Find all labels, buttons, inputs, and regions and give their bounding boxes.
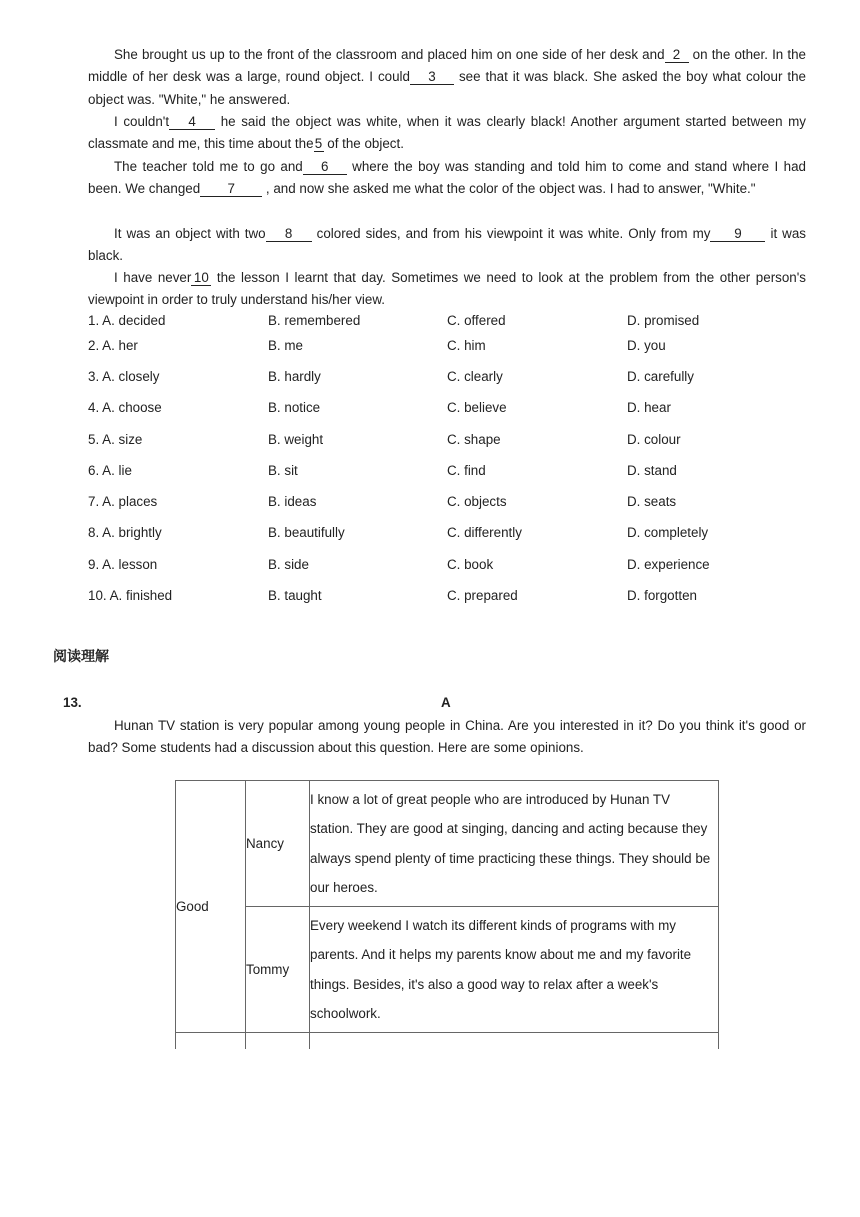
option-c: C. clearly [447, 369, 503, 384]
option-a: 6. A. lie [88, 463, 132, 478]
option-d: D. you [627, 338, 666, 353]
section-title: 阅读理解 [53, 648, 109, 664]
paragraph-text: She brought us up to the front of the classroom and placed him on one side of her desk and [114, 47, 665, 62]
option-b: B. sit [268, 463, 298, 478]
option-c: C. him [447, 338, 486, 353]
option-a: 7. A. places [88, 494, 158, 509]
option-b: B. remembered [268, 313, 361, 328]
option-b: B. hardly [268, 369, 321, 384]
option-b: B. ideas [268, 494, 317, 509]
blank-5: 5 [314, 136, 323, 152]
paragraph-text: of the object. [323, 136, 404, 152]
intro-text: Hunan TV station is very popular among young people in China. Are you interested in it? Do you think it's good or bad? Some students had a discussion about this question. Here are some opinions. [88, 718, 806, 756]
passage-paragraph-4 [88, 223, 806, 268]
options-row-1 [88, 313, 808, 333]
blank-3: 3 [410, 70, 454, 85]
option-c: C. objects [447, 494, 507, 509]
option-d: D. seats [627, 494, 677, 509]
option-a: 2. A. her [88, 338, 138, 353]
option-b: B. side [268, 557, 309, 572]
passage-paragraph-5 [88, 267, 806, 312]
option-d: D. experience [627, 557, 710, 572]
table-row [176, 907, 719, 1033]
options-row-2 [88, 338, 808, 358]
option-c: C. shape [447, 432, 501, 447]
option-b: B. me [268, 338, 303, 353]
option-c: C. book [447, 557, 494, 572]
option-b: B. taught [268, 588, 322, 603]
passage-label: A [441, 695, 451, 710]
option-d: D. stand [627, 463, 677, 478]
option-c: C. offered [447, 313, 506, 328]
option-d: D. promised [627, 313, 700, 328]
empty-cell [310, 1033, 719, 1050]
option-d: D. carefully [627, 369, 694, 384]
table-row [176, 1033, 719, 1050]
blank-10: 10 [191, 271, 211, 286]
paragraph-text: see that it was black. She asked the boy what colour the object was. "White," he answered. [88, 69, 806, 107]
options-row-4 [88, 400, 808, 420]
opinion-cell: Every weekend I watch its different kinds of programs with my parents. And it helps my parents know about me and my favorite things. Besides, it's also a good way to relax after a week's schoolwork. [310, 907, 719, 1033]
option-c: C. prepared [447, 588, 518, 603]
blank-4: 4 [169, 115, 215, 130]
option-c: C. believe [447, 400, 507, 415]
option-d: D. completely [627, 525, 709, 540]
option-a: 10. A. finished [88, 588, 173, 603]
option-a: 8. A. brightly [88, 525, 162, 540]
empty-cell [246, 1033, 310, 1050]
paragraph-text: , and now she asked me what the color of the object was. I had to answer, "White." [262, 181, 756, 197]
paragraph-text: he said the object was white, when it was clearly black! Another argument started between my classmate and me, this time about the [88, 114, 806, 152]
option-a: 5. A. size [88, 432, 143, 447]
paragraph-text: I couldn't [114, 114, 170, 129]
options-row-9 [88, 557, 808, 577]
option-d: D. hear [627, 400, 671, 415]
option-a: 1. A. decided [88, 313, 166, 328]
options-row-7 [88, 494, 808, 514]
paragraph-text: where the boy was standing and told him to come and stand where I had been. We changed [88, 159, 806, 197]
options-row-3 [88, 369, 808, 389]
blank-8: 8 [266, 227, 312, 242]
question-number: 13. [63, 695, 82, 710]
table-row [176, 781, 719, 907]
paragraph-text: It was an object with two [114, 226, 266, 241]
option-b: B. weight [268, 432, 324, 447]
paragraph-text: The teacher told me to go and [114, 159, 303, 174]
empty-cell [176, 1033, 246, 1050]
option-b: B. beautifully [268, 525, 345, 540]
blank-2: 2 [665, 48, 689, 63]
options-row-8 [88, 525, 808, 545]
paragraph-text: colored sides, and from his viewpoint it was white. Only from my [311, 226, 711, 241]
passage-paragraph-3 [88, 156, 806, 201]
option-a: 9. A. lesson [88, 557, 158, 572]
options-row-10 [88, 588, 808, 608]
paragraph-text: on the other. In the middle of her desk was a large, round object. I could [88, 47, 806, 85]
option-a: 4. A. choose [88, 400, 162, 415]
options-row-5 [88, 432, 808, 452]
options-row-6 [88, 463, 808, 483]
blank-6: 6 [303, 160, 347, 175]
blank-7: 7 [200, 182, 262, 197]
paragraph-text: the lesson I learnt that day. Sometimes we need to look at the problem from the other person's viewpoint in order to truly understand his/her view. [88, 270, 806, 308]
blank-9: 9 [710, 227, 765, 242]
option-d: D. forgotten [627, 588, 697, 603]
opinion-cell: I know a lot of great people who are introduced by Hunan TV station. They are good at singing, dancing and acting because they always spend plenty of time practicing these things. They should be our heroes. [310, 781, 719, 907]
reading-intro [88, 715, 806, 760]
option-b: B. notice [268, 400, 321, 415]
passage-paragraph-2 [88, 111, 806, 156]
group-cell: Good [176, 781, 246, 1033]
option-a: 3. A. closely [88, 369, 160, 384]
passage-paragraph-1 [88, 44, 806, 111]
opinions-table [175, 780, 719, 1049]
option-c: C. differently [447, 525, 522, 540]
name-cell: Nancy [246, 781, 310, 907]
paragraph-text: it was black. [88, 226, 806, 264]
name-cell: Tommy [246, 907, 310, 1033]
option-c: C. find [447, 463, 486, 478]
option-d: D. colour [627, 432, 681, 447]
paragraph-text: I have never [114, 270, 192, 285]
